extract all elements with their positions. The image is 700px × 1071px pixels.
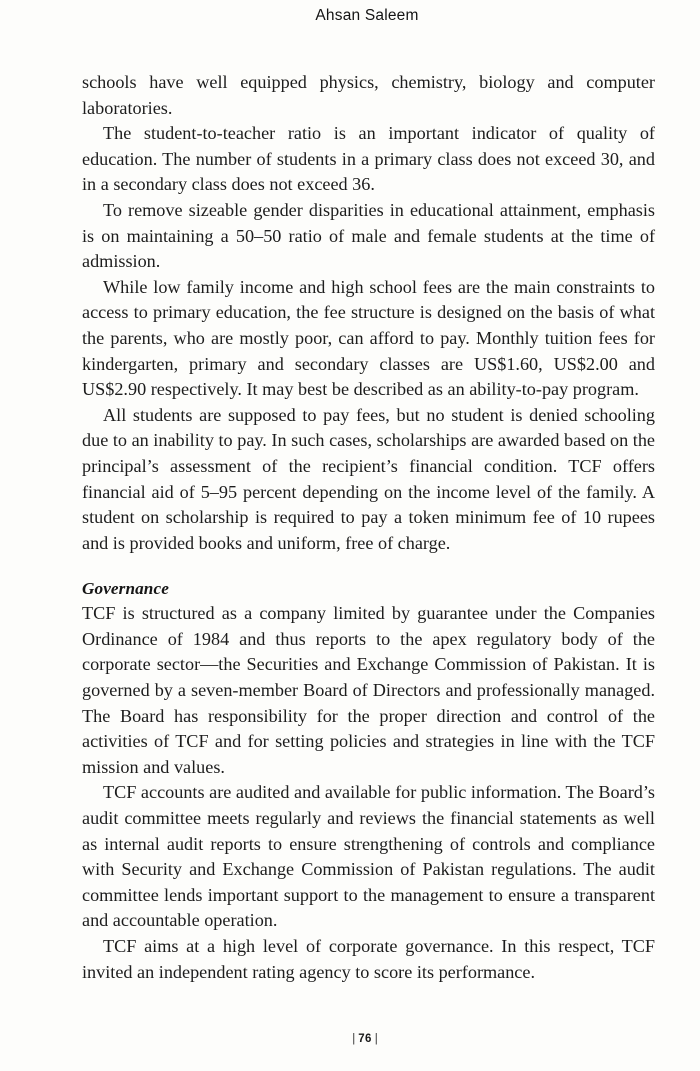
paragraph-scholarships: All students are supposed to pay fees, but no student is denied schooling due to an inability to pay. In such cases, scholarships are awarded based on the principal’s assessment of the recipient’s financial condition. TCF offers financial aid of 5–95 percent depending on the income level of the family. A student on scholarship is required to pay a token minimum fee of 10 rupees and is provided books and uniform, free of charge. [82, 404, 655, 553]
folio-right-rule: | [374, 1033, 378, 1045]
running-head: Ahsan Saleem [315, 7, 419, 24]
paragraph-audit-committee: TCF accounts are audited and available for public information. The Board’s audit committee meets regularly and reviews the financial statements as well as internal audit reports to ensure strengthening of controls and compliance with Security and Exchange Commission of Pakistan regulations. The audit committee lends important support to the management to ensure a transparent and accountable operation. [82, 782, 655, 931]
paragraph-gender-disparities: To remove sizeable gender disparities in educational attainment, emphasis is on maintaining a 50–50 ratio of male and female students at the time of admission. [82, 199, 655, 272]
page-footer [0, 1033, 700, 1045]
body-text-block [82, 70, 655, 985]
paragraph-student-teacher-ratio: The student-to-teacher ratio is an important indicator of quality of education. The number of students in a primary class does not exceed 30, and in a secondary class does not exceed 36. [82, 123, 655, 195]
paragraph-rating-agency: TCF aims at a high level of corporate governance. In this respect, TCF invited an independent rating agency to score its performance. [82, 936, 655, 982]
section-heading-governance: Governance [82, 579, 169, 599]
paragraph-tcf-structure: TCF is structured as a company limited by guarantee under the Companies Ordinance of 1984 and thus reports to the apex regulatory body of the corporate sector—the Securities and Exchange Commission of Pakistan. It is governed by a seven-member Board of Directors and professionally managed. The Board has responsibility for the proper direction and control of the activities of TCF and for setting policies and strategies in line with the TCF mission and values. [82, 603, 655, 777]
paragraph-schools-laboratories: schools have well equipped physics, chemistry, biology and computer laboratories. [82, 72, 655, 118]
paragraph-fee-structure: While low family income and high school fees are the main constraints to access to primary education, the fee structure is designed on the basis of what the parents, who are mostly poor, can afford to pay. Monthly tuition fees for kindergarten, primary and secondary classes are US$1.60, US$2.00 and US$2.90 respectively. It may best be described as an ability-to-pay program. [82, 276, 655, 400]
page-number: 76 [358, 1033, 372, 1045]
folio-left-rule: | [352, 1033, 356, 1045]
